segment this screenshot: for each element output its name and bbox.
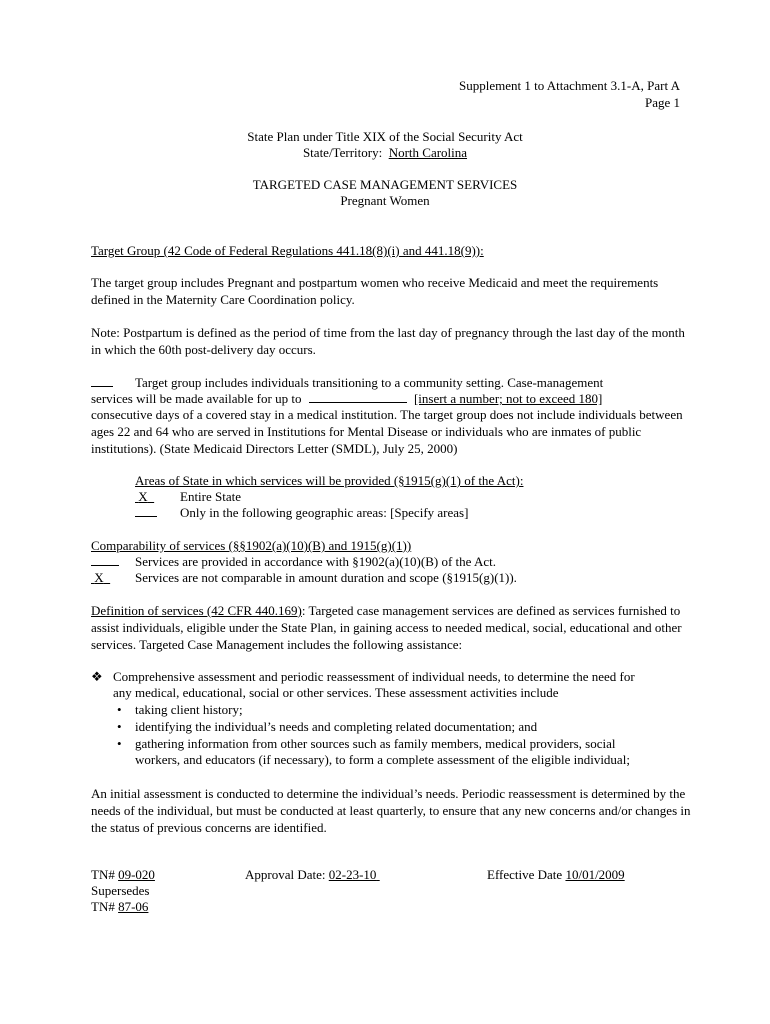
bullet-icon: • xyxy=(117,719,122,734)
definition-paragraph xyxy=(91,602,691,653)
supersedes-label: Supersedes xyxy=(91,883,150,898)
areas-option-2-label: Only in the following geographic areas: [Specify areas] xyxy=(180,505,469,520)
assessment-line-1: Comprehensive assessment and periodic reassessment of individual needs, to determine the need for xyxy=(113,669,635,684)
postpartum-note: Note: Postpartum is defined as the period of time from the last day of pregnancy through the last day of the month in which the 60th post-delivery day occurs. xyxy=(91,325,685,357)
approval-label: Approval Date: xyxy=(245,867,326,882)
list-item: taking client history; xyxy=(135,702,243,717)
state-value: North Carolina xyxy=(388,145,468,160)
page-number: Page 1 xyxy=(644,95,680,110)
list-item: identifying the individual’s needs and completing related documentation; and xyxy=(135,719,538,734)
transition-line-2 xyxy=(91,390,602,407)
assessment-line-2: any medical, educational, social or other services. These assessment activities include xyxy=(113,685,559,700)
definition-text: : Targeted case management services are defined as services furnished to assist individuals, eligible under the State Plan, in gaining access to needed medical, social, educational and other services. Targeted Case Management includes the following assistance: xyxy=(91,603,682,652)
transition-line-1: Target group includes individuals transitioning to a community setting. Case-management xyxy=(135,375,604,390)
tn-value: 09-020 xyxy=(118,867,155,882)
bullet-icon: • xyxy=(117,702,122,717)
state-label: State/Territory: xyxy=(302,145,383,160)
comparability-option-1 xyxy=(91,553,496,570)
bullet-icon: • xyxy=(117,736,122,751)
areas-option-1-mark: X xyxy=(138,489,148,504)
comparability-option-1-label: Services are provided in accordance with §1902(a)(10)(B) of the Act. xyxy=(135,554,496,569)
comparability-option-2-mark: X xyxy=(94,570,104,585)
transition-checkbox-blank xyxy=(91,374,113,391)
plan-title: State Plan under Title XIX of the Social Security Act xyxy=(247,129,523,144)
insert-number-note: [insert a number; not to exceed 180] xyxy=(413,391,603,406)
closing-paragraph: An initial assessment is conducted to determine the individual’s needs. Periodic reassessment is determined by the needs of the individual, but must be conducted at least quarterly, to ensure that any new concerns and/or changes in the status of previous concerns are identified. xyxy=(91,786,691,835)
transition-paragraph-rest: consecutive days of a covered stay in a medical institution. The target group does not include individuals between ages 22 and 64 who are served in Institutions for Mental Disease or individuals who are inmates of public institutions). (State Medicaid Directors Letter (SMDL), July 25, 2000) xyxy=(91,407,683,456)
effective-label: Effective Date xyxy=(487,867,563,882)
approval-date xyxy=(245,866,380,883)
comparability-option-2 xyxy=(91,569,517,586)
supplement-label: Supplement 1 to Attachment 3.1-A, Part A xyxy=(459,78,680,93)
tn-number: TN# 09-020 xyxy=(91,867,155,882)
list-item-continuation: workers, and educators (if necessary), to form a complete assessment of the eligible individual; xyxy=(135,752,630,767)
document-subtitle: Pregnant Women xyxy=(340,193,430,208)
transition-up-to-text: services will be made available for up to xyxy=(91,391,302,406)
comparability-option-2-label: Services are not comparable in amount duration and scope (§1915(g)(1)). xyxy=(135,570,517,585)
list-item: gathering information from other sources such as family members, medical providers, social xyxy=(135,736,616,751)
target-group-paragraph: The target group includes Pregnant and postpartum women who receive Medicaid and meet the requirements defined in the Maternity Care Coordination policy. xyxy=(91,275,659,307)
definition-heading: Definition of services (42 CFR 440.169) xyxy=(91,603,302,618)
target-group-heading: Target Group (42 Code of Federal Regulations 441.18(8)(i) and 441.18(9)): xyxy=(91,243,484,258)
comparability-heading: Comparability of services (§§1902(a)(10)(B) and 1915(g)(1)) xyxy=(91,538,412,553)
superseded-tn-value: 87-06 xyxy=(118,899,149,914)
areas-heading: Areas of State in which services will be provided (§1915(g)(1) of the Act): xyxy=(135,473,524,488)
superseded-tn: TN# 87-06 xyxy=(91,899,149,914)
areas-option-entire-state xyxy=(135,488,242,505)
effective-value: 10/01/2009 xyxy=(565,867,625,882)
document-title: TARGETED CASE MANAGEMENT SERVICES xyxy=(252,177,518,192)
areas-option-1-label: Entire State xyxy=(180,489,242,504)
approval-value: 02-23-10 xyxy=(328,867,377,882)
state-line xyxy=(210,144,560,161)
diamond-bullet-icon: ❖ xyxy=(91,669,103,684)
areas-option-geographic xyxy=(135,504,469,521)
days-blank xyxy=(309,390,407,403)
effective-date xyxy=(487,866,625,883)
